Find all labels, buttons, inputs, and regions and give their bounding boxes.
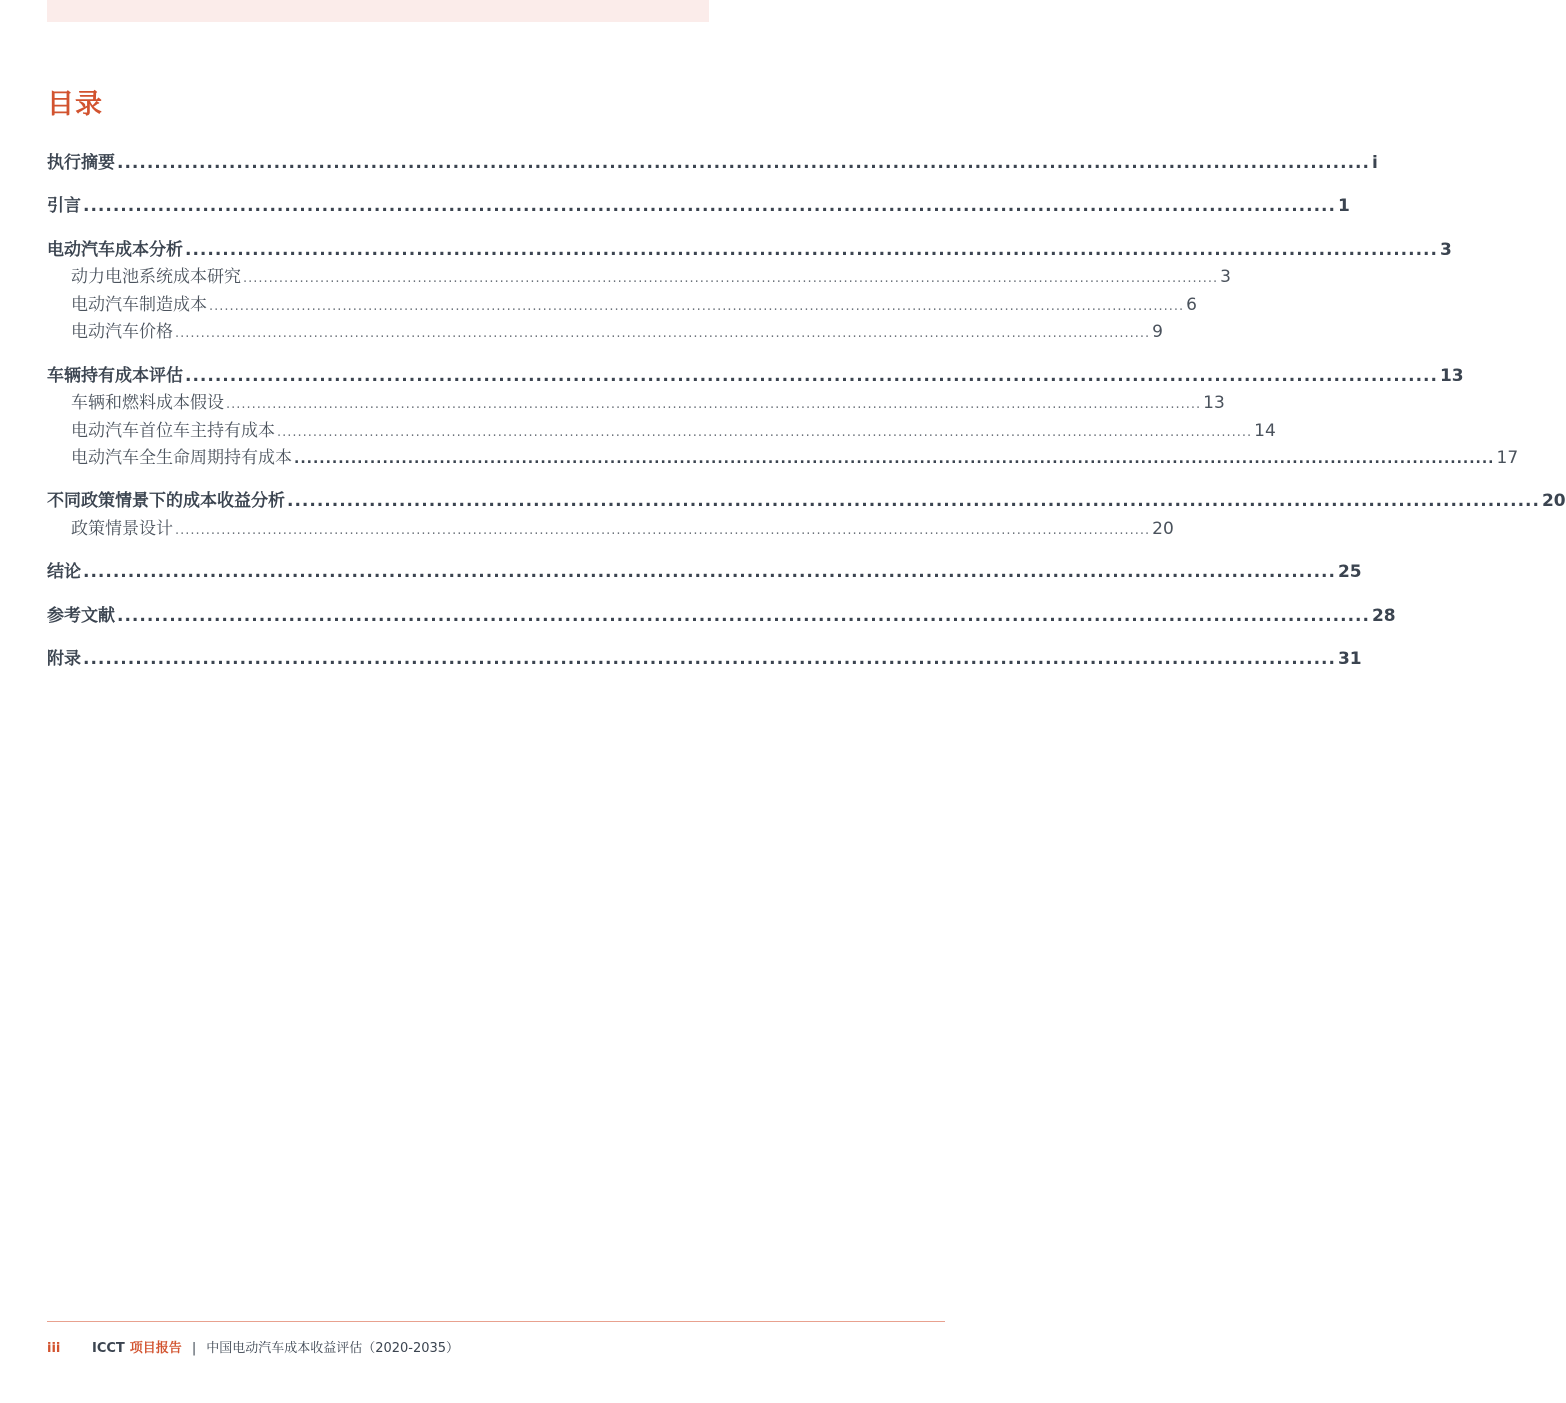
toc-entry-page: i [1371, 153, 1378, 173]
toc-entry-vehicle-fuel-assumptions[interactable] [71, 388, 1225, 413]
toc-entry-page: 20 [1541, 491, 1566, 511]
toc-entry-label: 车辆和燃料成本假设 [71, 393, 224, 413]
toc-leader-dots: .............................................................................................................................................................................................. [209, 299, 1185, 314]
toc-entry-ev-price[interactable] [71, 317, 1163, 342]
toc-leader-dots: .............................................................................................................................................................................................. [175, 523, 1151, 538]
toc-leader-dots: .............................................................................................................................................................................................. [243, 271, 1219, 286]
toc-leader-dots: .............................................................................................................................................................................................. [226, 397, 1202, 412]
toc-entry-label: 电动汽车成本分析 [47, 240, 183, 260]
toc-entry-conclusion[interactable] [47, 557, 1362, 582]
footer-organization: ICCT [92, 1341, 125, 1356]
toc-entry-label: 动力电池系统成本研究 [71, 267, 241, 287]
footer-series: 项目报告 [129, 1341, 182, 1356]
toc-entry-label: 车辆持有成本评估 [47, 366, 183, 386]
toc-entry-ownership-cost[interactable] [47, 361, 1464, 386]
toc-entry-label: 电动汽车全生命周期持有成本 [71, 448, 292, 468]
toc-entry-executive-summary[interactable] [47, 148, 1378, 173]
toc-leader-dots: ........................................................................................................................................................................ [117, 606, 1370, 626]
toc-entry-label: 附录 [47, 649, 81, 669]
toc-leader-dots: ........................................................................................................................................................................ [185, 240, 1438, 260]
toc-entry-page: 3 [1439, 240, 1452, 260]
top-decorative-band [47, 0, 709, 22]
toc-entry-page: 9 [1152, 322, 1163, 342]
toc-title: 目录 [47, 89, 103, 120]
toc-leader-dots: ........................................................................................................................................................................ [287, 491, 1540, 511]
footer-divider [47, 1321, 945, 1322]
toc-entry-label: 引言 [47, 196, 81, 216]
toc-entry-first-owner-cost[interactable] [71, 416, 1276, 441]
footer-document-title: 中国电动汽车成本收益评估（2020-2035） [206, 1341, 460, 1356]
toc-entry-label: 电动汽车首位车主持有成本 [71, 421, 275, 441]
toc-entry-page: 17 [1496, 448, 1519, 468]
toc-entry-manufacturing-cost[interactable] [71, 290, 1197, 315]
page-footer [47, 1337, 459, 1356]
toc-entry-policy-scenarios[interactable] [47, 486, 1566, 511]
toc-leader-dots: ........................................................................................................................................................................ [83, 196, 1336, 216]
toc-leader-dots: ........................................................................................................................................................................ [117, 153, 1370, 173]
toc-entry-page: 25 [1337, 562, 1362, 582]
toc-entry-scenario-design[interactable] [71, 514, 1174, 539]
toc-entry-page: 1 [1337, 196, 1350, 216]
toc-entry-page: 28 [1371, 606, 1396, 626]
footer-separator: | [191, 1341, 197, 1356]
toc-leader-dots: .............................................................................................................................................................................................. [277, 425, 1253, 440]
toc-entry-label: 参考文献 [47, 606, 115, 626]
toc-entry-page: 6 [1186, 295, 1197, 315]
toc-entry-page: 13 [1203, 393, 1225, 413]
toc-entry-ev-cost-analysis[interactable] [47, 235, 1452, 260]
footer-page-number: iii [47, 1341, 61, 1356]
toc-entry-label: 执行摘要 [47, 153, 115, 173]
toc-entry-page: 31 [1337, 649, 1362, 669]
toc-entry-label: 电动汽车制造成本 [71, 295, 207, 315]
toc-entry-label: 政策情景设计 [71, 519, 173, 539]
toc-entry-introduction[interactable] [47, 191, 1350, 216]
toc-entry-page: 20 [1152, 519, 1174, 539]
toc-entry-references[interactable] [47, 601, 1396, 626]
toc-entry-appendix[interactable] [47, 644, 1362, 669]
toc-leader-dots: ........................................................................................................................................................................ [83, 649, 1336, 669]
toc-entry-label: 结论 [47, 562, 81, 582]
toc-leader-dots: ........................................................................................................................................................................ [185, 366, 1438, 386]
toc-entry-label: 不同政策情景下的成本收益分析 [47, 491, 285, 511]
toc-leader-dots: ........................................................................................................................................................................ [83, 562, 1336, 582]
toc-leader-dots: .............................................................................................................................................................................................. [175, 326, 1151, 341]
toc-leader-dots: .............................................................................................................................................................................................. [294, 451, 1495, 467]
toc-entry-battery-cost[interactable] [71, 262, 1231, 287]
toc-entry-label: 电动汽车价格 [71, 322, 173, 342]
toc-entry-page: 13 [1439, 366, 1464, 386]
toc-entry-page: 14 [1254, 421, 1276, 441]
toc-entry-lifetime-cost[interactable] [71, 443, 1519, 468]
toc-entry-page: 3 [1220, 267, 1231, 287]
